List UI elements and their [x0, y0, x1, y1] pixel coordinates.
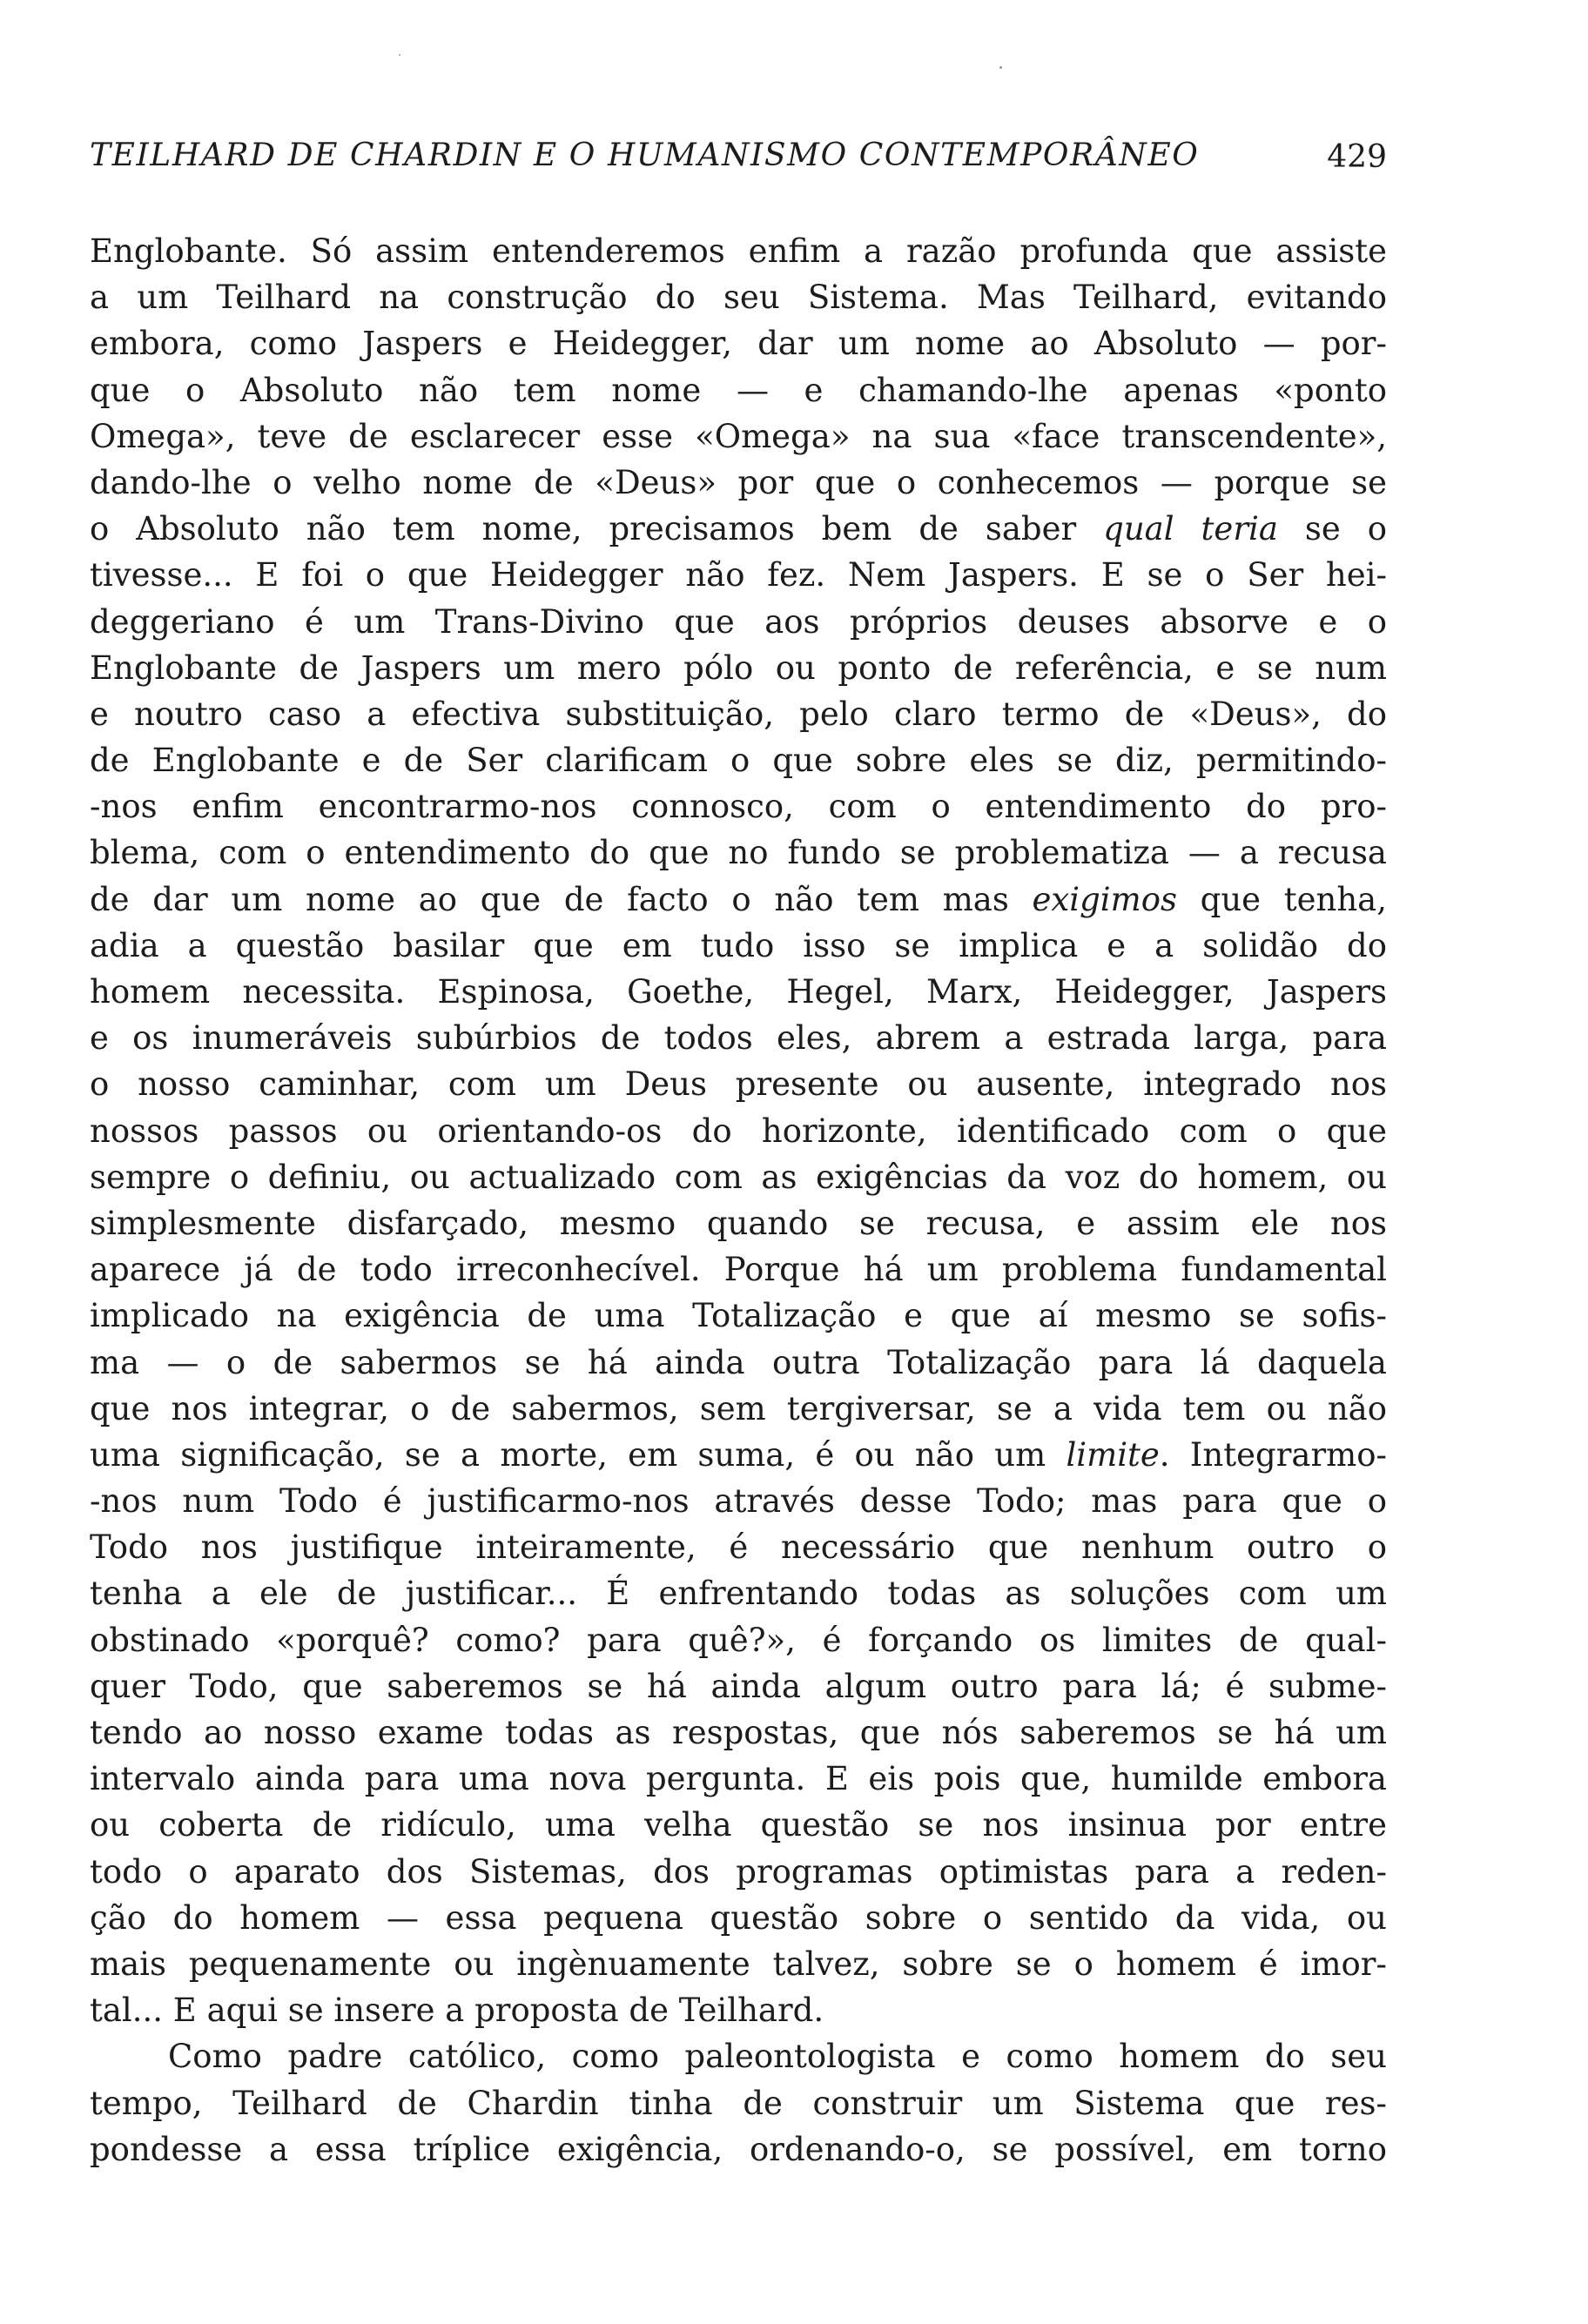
italic-phrase: exigimos — [1032, 880, 1177, 918]
text-run: que o Absoluto não tem nome — e chamando-lhe apenas «ponto — [90, 371, 1387, 409]
body-text — [90, 228, 1387, 2173]
text-run: tendo ao nosso exame todas as respostas, que nós saberemos se há um — [90, 1714, 1387, 1751]
paragraph — [90, 2033, 1387, 2173]
text-line — [90, 1617, 1387, 1663]
text-run: o Absoluto não tem nome, precisamos bem de saber — [90, 510, 1104, 548]
text-run: a um Teilhard na construção do seu Sistema. Mas Teilhard, evitando — [90, 279, 1387, 317]
text-run: quer Todo, que saberemos se há ainda algum outro para lá; é subme- — [90, 1667, 1387, 1705]
text-line — [90, 1524, 1387, 1570]
page-number: 429 — [1327, 139, 1387, 175]
text-line — [90, 691, 1387, 737]
paragraph — [90, 228, 1387, 2033]
text-line — [90, 1154, 1387, 1200]
scan-speck — [399, 54, 400, 56]
text-run: tenha a ele de justificar... É enfrentando todas as soluções com um — [90, 1575, 1387, 1613]
text-line — [90, 320, 1387, 366]
text-line — [90, 1340, 1387, 1386]
text-run: -nos num Todo é justificarmo-nos através desse Todo; mas para que o — [90, 1482, 1387, 1521]
text-line — [90, 1663, 1387, 1709]
text-run: embora, como Jaspers e Heidegger, dar um nome ao Absoluto — por- — [90, 325, 1387, 363]
text-line — [90, 1293, 1387, 1339]
italic-phrase: qual teria — [1103, 510, 1278, 548]
text-run: aparece já de todo irreconhecível. Porque há um problema fundamental — [90, 1251, 1387, 1289]
text-line — [90, 1108, 1387, 1154]
text-line — [90, 737, 1387, 783]
text-line — [90, 645, 1387, 691]
text-run: que tenha, — [1176, 880, 1387, 918]
text-line — [90, 506, 1387, 552]
text-line — [90, 1478, 1387, 1524]
text-line — [90, 367, 1387, 413]
text-line — [90, 1061, 1387, 1107]
text-line — [90, 1895, 1387, 1941]
text-line — [90, 599, 1387, 645]
text-line — [90, 460, 1387, 506]
text-line — [90, 2033, 1387, 2079]
text-line — [90, 228, 1387, 274]
text-run: tempo, Teilhard de Chardin tinha de construir um Sistema que res- — [90, 2084, 1387, 2122]
text-line — [90, 1246, 1387, 1293]
text-line — [90, 2080, 1387, 2126]
text-run: homem necessita. Espinosa, Goethe, Hegel, Marx, Heidegger, Jaspers — [90, 973, 1387, 1011]
text-run: que nos integrar, o de sabermos, sem tergiversar, se a vida tem ou não — [90, 1389, 1387, 1427]
page-header — [90, 138, 1387, 190]
text-run: sempre o definiu, ou actualizado com as exigências da voz do homem, ou — [90, 1158, 1387, 1196]
text-run: de dar um nome ao que de facto o não tem mas — [90, 880, 1033, 918]
text-run: Como padre católico, como paleontologista e como homem do seu — [168, 2038, 1387, 2076]
text-run: Englobante de Jaspers um mero pólo ou ponto de referência, e se num — [90, 648, 1387, 687]
text-run: e os inumeráveis subúrbios de todos eles, abrem a estrada larga, para — [90, 1019, 1387, 1058]
text-run: uma significação, se a morte, em suma, é ou não um — [90, 1435, 1067, 1474]
text-run: tal... E aqui se insere a proposta de Teilhard. — [90, 1992, 824, 2030]
text-run: deggeriano é um Trans-Divino que aos próprios deuses absorve e o — [90, 602, 1387, 641]
text-line — [90, 830, 1387, 876]
text-run: simplesmente disfarçado, mesmo quando se recusa, e assim ele nos — [90, 1204, 1387, 1242]
text-run: todo o aparato dos Sistemas, dos programas optimistas para a reden- — [90, 1852, 1387, 1891]
text-run: ou coberta de ridículo, uma velha questão se nos insinua por entre — [90, 1806, 1387, 1844]
text-run: o nosso caminhar, com um Deus presente ou ausente, integrado nos — [90, 1065, 1387, 1104]
text-line — [90, 877, 1387, 923]
text-line — [90, 1386, 1387, 1432]
text-run: Englobante. Só assim entenderemos enfim a razão profunda que assiste — [90, 232, 1387, 270]
text-line — [90, 552, 1387, 598]
text-run: e noutro caso a efectiva substituição, pelo claro termo de «Deus», do — [90, 695, 1387, 733]
text-line — [90, 1987, 1387, 2033]
text-line — [90, 1802, 1387, 1848]
text-line — [90, 1570, 1387, 1616]
text-line — [90, 1849, 1387, 1895]
text-line — [90, 1015, 1387, 1061]
text-run: obstinado «porquê? como? para quê?», é forçando os limites de qual- — [90, 1621, 1387, 1659]
text-line — [90, 413, 1387, 460]
text-run: Omega», teve de esclarecer esse «Omega» na sua «face transcendente», — [90, 417, 1387, 455]
text-run: adia a questão basilar que em tudo isso se implica e a solidão do — [90, 926, 1387, 964]
text-line — [90, 274, 1387, 320]
text-run: . Integrarmo- — [1159, 1435, 1387, 1474]
text-run: de Englobante e de Ser clarificam o que sobre eles se diz, permitindo- — [90, 742, 1387, 780]
text-run: tivesse... E foi o que Heidegger não fez. Nem Jaspers. E se o Ser hei- — [90, 556, 1387, 594]
text-line — [90, 1756, 1387, 1802]
text-run: intervalo ainda para uma nova pergunta. E eis pois que, humilde embora — [90, 1760, 1387, 1798]
text-run: -nos enfim encontrarmo-nos connosco, com o entendimento do pro- — [90, 788, 1387, 826]
text-line — [90, 783, 1387, 830]
running-head: TEILHARD DE CHARDIN E O HUMANISMO CONTEMPORÂNEO — [90, 138, 1200, 173]
text-run: implicado na exigência de uma Totalização e que aí mesmo se sofis- — [90, 1297, 1387, 1335]
text-run: blema, com o entendimento do que no fundo se problematiza — a recusa — [90, 834, 1387, 872]
text-run: ma — o de sabermos se há ainda outra Totalização para lá daquela — [90, 1343, 1387, 1381]
text-run: nossos passos ou orientando-os do horizonte, identificado com o que — [90, 1112, 1387, 1150]
text-run: dando-lhe o velho nome de «Deus» por que o conhecemos — porque se — [90, 463, 1387, 501]
text-line — [90, 2126, 1387, 2173]
text-line — [90, 1941, 1387, 1987]
text-line — [90, 1200, 1387, 1246]
text-line — [90, 1432, 1387, 1478]
text-run: se o — [1277, 510, 1387, 548]
scan-speck — [999, 66, 1002, 69]
text-run: pondesse a essa tríplice exigência, ordenando-o, se possível, em torno — [90, 2130, 1387, 2168]
text-run: ção do homem — essa pequena questão sobre o sentido da vida, ou — [90, 1898, 1387, 1937]
italic-phrase: limite — [1066, 1435, 1160, 1474]
text-line — [90, 969, 1387, 1015]
text-line — [90, 1709, 1387, 1756]
text-line — [90, 923, 1387, 969]
text-run: Todo nos justifique inteiramente, é necessário que nenhum outro o — [90, 1528, 1387, 1567]
text-run: mais pequenamente ou ingènuamente talvez, sobre se o homem é imor- — [90, 1945, 1387, 1983]
